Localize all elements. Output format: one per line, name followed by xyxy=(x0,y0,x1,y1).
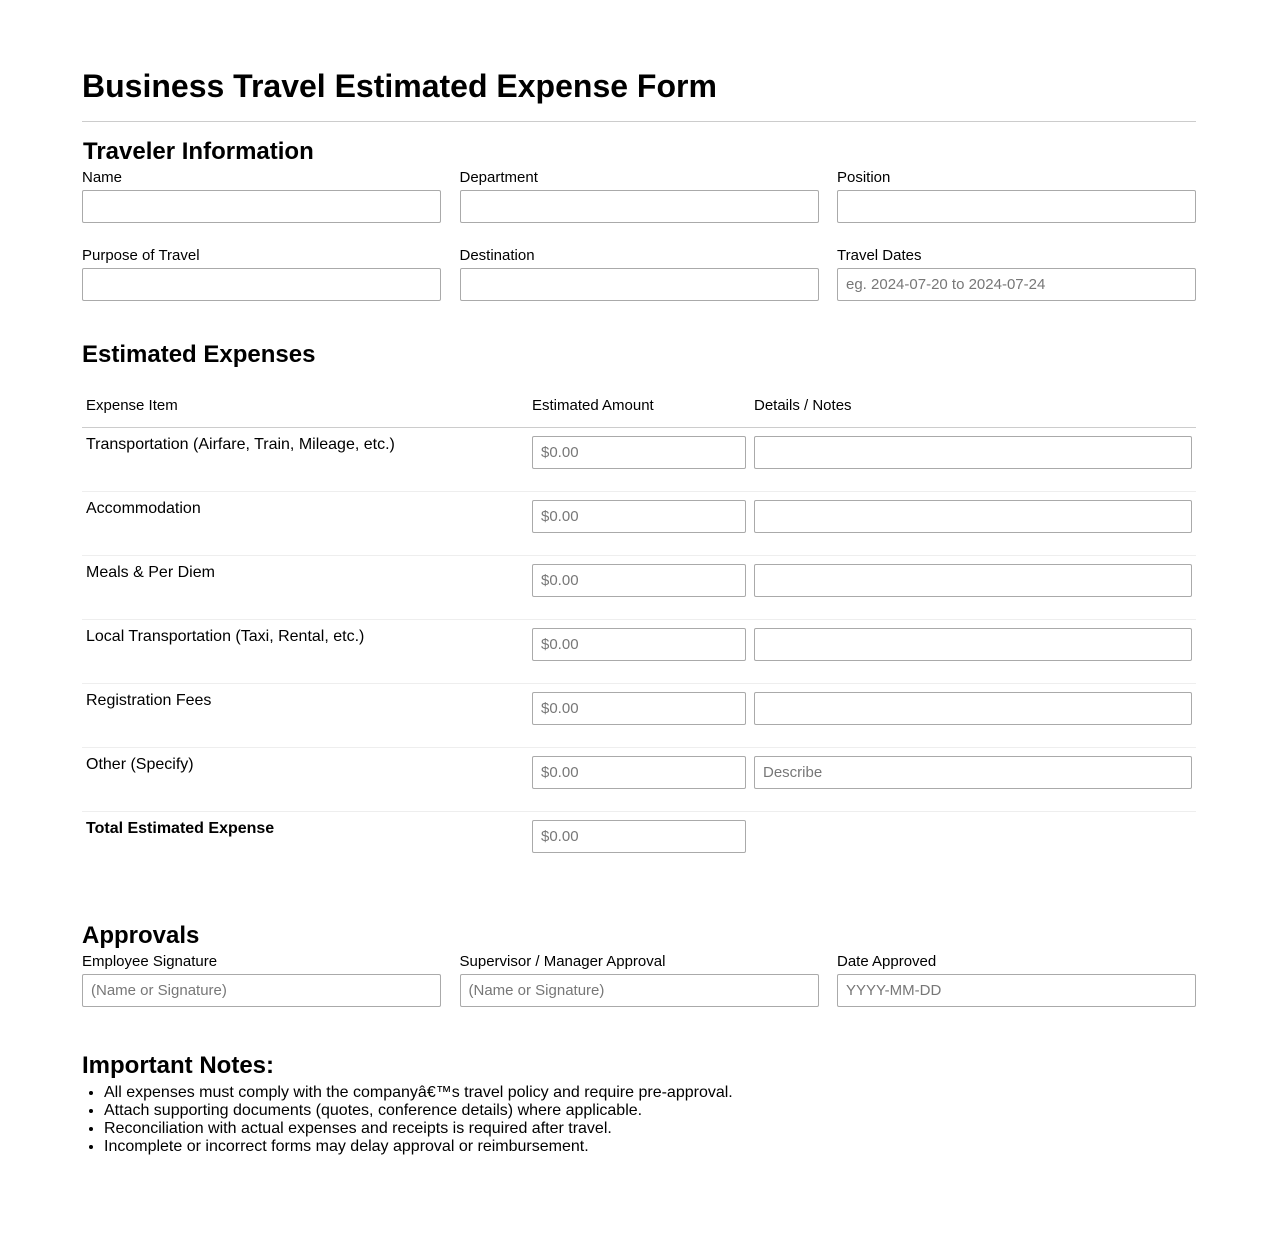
expense-form-page xyxy=(82,0,1196,1156)
expense-item-label: Meals & Per Diem xyxy=(82,555,528,619)
date-approved-label: Date Approved xyxy=(837,953,937,970)
table-row xyxy=(82,427,1196,491)
position-label: Position xyxy=(837,169,891,186)
approvals-row xyxy=(82,953,1196,1007)
list-item: • Attach supporting documents (quotes, conference details) where applicable. xyxy=(104,1102,1196,1120)
notes-input[interactable] xyxy=(754,756,1192,789)
notes-input[interactable] xyxy=(754,436,1192,469)
notes-input[interactable] xyxy=(754,500,1192,533)
supervisor-approval-input[interactable] xyxy=(460,974,819,1007)
travel-dates-field-group xyxy=(837,247,1196,301)
amount-input[interactable] xyxy=(532,692,746,725)
total-row xyxy=(82,811,1196,875)
notes-input[interactable] xyxy=(754,692,1192,725)
column-header-details-notes: Details / Notes xyxy=(750,393,1196,427)
total-amount-input[interactable] xyxy=(532,820,746,853)
purpose-field-group xyxy=(82,247,441,301)
list-item: • Reconciliation with actual expenses and receipts is required after travel. xyxy=(104,1120,1196,1138)
expense-item-label: Other (Specify) xyxy=(82,747,528,811)
expense-item-label: Registration Fees xyxy=(82,683,528,747)
expenses-table xyxy=(82,393,1196,875)
department-label: Department xyxy=(459,169,538,186)
position-input[interactable] xyxy=(837,190,1196,223)
total-estimated-expense-label: Total Estimated Expense xyxy=(86,819,275,837)
supervisor-approval-field-group xyxy=(460,953,819,1007)
date-approved-field-group xyxy=(837,953,1196,1007)
department-field-group xyxy=(460,169,819,223)
estimated-expenses-heading: Estimated Expenses xyxy=(82,341,316,368)
expense-item-label: Local Transportation (Taxi, Rental, etc.) xyxy=(82,619,528,683)
table-row xyxy=(82,619,1196,683)
amount-input[interactable] xyxy=(532,628,746,661)
expense-item-label: Accommodation xyxy=(82,491,528,555)
name-field-group xyxy=(82,169,441,223)
amount-input[interactable] xyxy=(532,564,746,597)
table-row xyxy=(82,555,1196,619)
employee-signature-label: Employee Signature xyxy=(82,953,218,970)
purpose-input[interactable] xyxy=(82,268,441,301)
notes-input[interactable] xyxy=(754,564,1192,597)
notes-input[interactable] xyxy=(754,628,1192,661)
table-row xyxy=(82,747,1196,811)
destination-field-group xyxy=(460,247,819,301)
total-row-empty-cell xyxy=(750,811,1196,875)
amount-input[interactable] xyxy=(532,436,746,469)
important-notes-heading: Important Notes: xyxy=(82,1052,274,1079)
table-header-row xyxy=(82,393,1196,427)
amount-input[interactable] xyxy=(532,500,746,533)
table-row xyxy=(82,491,1196,555)
column-header-expense-item: Expense Item xyxy=(82,393,528,427)
name-input[interactable] xyxy=(82,190,441,223)
column-header-estimated-amount: Estimated Amount xyxy=(528,393,750,427)
name-label: Name xyxy=(82,169,123,186)
approvals-heading: Approvals xyxy=(82,922,200,949)
traveler-row-1 xyxy=(82,169,1196,223)
list-item: • Incomplete or incorrect forms may delay approval or reimbursement. xyxy=(104,1138,1196,1156)
position-field-group xyxy=(837,169,1196,223)
list-item: • All expenses must comply with the companyâ€™s travel policy and require pre-approval. xyxy=(104,1084,1196,1102)
employee-signature-field-group xyxy=(82,953,441,1007)
traveler-info-heading: Traveler Information xyxy=(83,138,314,165)
supervisor-approval-label: Supervisor / Manager Approval xyxy=(459,953,666,970)
department-input[interactable] xyxy=(460,190,819,223)
destination-label: Destination xyxy=(459,247,535,264)
title-divider xyxy=(82,121,1196,122)
important-notes-list xyxy=(82,1084,1196,1156)
table-row xyxy=(82,683,1196,747)
purpose-label: Purpose of Travel xyxy=(82,247,200,264)
travel-dates-input[interactable] xyxy=(837,268,1196,301)
travel-dates-label: Travel Dates xyxy=(837,247,922,264)
amount-input[interactable] xyxy=(532,756,746,789)
employee-signature-input[interactable] xyxy=(82,974,441,1007)
page-title: Business Travel Estimated Expense Form xyxy=(82,68,717,104)
date-approved-input[interactable] xyxy=(837,974,1196,1007)
expense-item-label: Transportation (Airfare, Train, Mileage, etc.) xyxy=(82,427,528,491)
traveler-row-2 xyxy=(82,247,1196,301)
destination-input[interactable] xyxy=(460,268,819,301)
